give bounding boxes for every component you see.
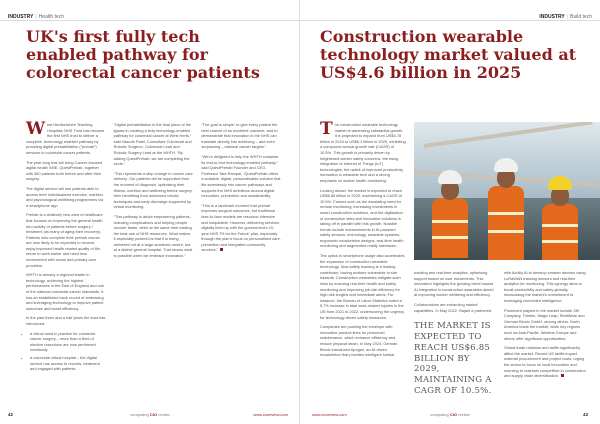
bullet-list <box>30 331 106 372</box>
list-item: • a colorectal virtual hospital – the digital service has access to records, treatment and engaged with patients <box>30 355 106 372</box>
lower-columns <box>414 270 586 397</box>
article-title: UK's first fully tech enabled pathway for colorectal cancer patients <box>26 27 260 82</box>
website-link[interactable]: www.cioreview.com <box>312 412 347 417</box>
page-number: 42 <box>8 412 14 417</box>
end-mark-icon <box>220 248 223 251</box>
body-column-2 <box>414 270 496 397</box>
left-page-footer <box>0 410 300 420</box>
paragraph: Prehab is a relatively new area of healthcare that focuses on improving the general health and activity of patients before surgery / treatment (as many of aging their recovery). Patients who complete their prehab course are now likely to be expected to recover, enjoy improved health related quality of life, return to work earlier and need less involvement with social and primary care providers. <box>26 212 103 268</box>
paragraph: “The goal is simple: to give every patient the best chance of an excellent outcome, and to demonstrate that innovation in the NHS can translate directly into achieving – and even surpassing – national cancer targets.” <box>201 122 278 150</box>
paragraph: “This represents a step change in cancer care delivery. Our patients will be supported from the moment of diagnosis, optimising their fitness, nutrition and wellbeing before surgery, then benefiting from advanced robotic techniques and early discharge supported by virtual monitoring. <box>113 170 193 210</box>
paragraph: “We’re delighted to help the WHTH complete its end-to-end technology-enabled pathway,” said QuestPrehab Founder and CEO, Professor Tara Rampal. “QuestPrehab offers a scalable, digital, personalisable solution that fits seamlessly into cancer pathways and supports the NHS ambitions around digital innovation, prevention and sustainability. <box>201 153 281 199</box>
paragraph: The digital service will see patients able to access their individualised exercise, nutrition and psychological wellbeing programmes via a smartphone app. <box>26 185 104 208</box>
drop-cap: W <box>26 119 46 139</box>
paragraph: Global trade relations and tariffs significantly affect the market. Recent US tariffs impact material procurement and project costs, urging the sector to focus on local innovation and sourcing to maintain competitive in construction and supply chain diversification. <box>504 345 586 379</box>
drop-cap: T <box>320 119 333 139</box>
paragraph: In the past three and a half years the trust has introduced: <box>26 315 106 326</box>
right-page-header: INDUSTRY | Build tech <box>300 13 600 21</box>
body-column-2 <box>114 122 194 376</box>
section-label: INDUSTRY <box>539 14 565 20</box>
paragraph: tracking and real-time analytics, optimising support based on user movements. This innovation highlights the growing trend toward AI integration in construction wearables aimed at improving worker wellbeing and efficiency. <box>414 270 494 298</box>
body-column-3 <box>504 270 586 397</box>
article-body <box>26 119 281 376</box>
body-column-3 <box>201 122 281 376</box>
list-item: • a virtual ward in practice for colorectal cancer surgery – more than a third of elective resections are now performed robotically <box>30 331 106 353</box>
paragraph: with Achilly AI to develop smarter devices using LoRaWAN tracking sensors and real-time analytics for monitoring. This synergy aims to boost productivity and safety globally, showcasing the market’s commitment to leveraging connected intelligence. <box>504 270 586 303</box>
paragraph: WHTH is already a regional leader in technology, achieving the highest performances in the East of England and one of the national colorectal cancer standards. It has an established track record of embracing and leveraging technology to improve patient outcomes and boost efficiency. <box>26 272 105 311</box>
paragraph: Collaborations are enhancing market capabilities. In May 2022, Rajant a partnered <box>414 301 492 313</box>
body-column-2-3 <box>414 122 586 396</box>
article-body <box>320 119 586 396</box>
right-page <box>300 0 600 424</box>
body-column-1 <box>26 119 106 376</box>
paragraph: The year-long trial will bring Cancer-focused digital health SME, QuestPrehab, together with 300 patients both before and after their surgery. <box>26 159 103 182</box>
paragraph: Companies are pushing the envelope with innovative product lines for personnel maintenance, which enhance efficiency and reduce physical strain. In May 2024, German Bionic introduced Apogee, an AI-driven exoskeleton that provides intelligent lumbar <box>320 324 398 358</box>
website-link[interactable]: www.cioreview.com <box>253 412 288 417</box>
page-number: 43 <box>582 412 588 417</box>
category-label: Build tech <box>570 14 592 20</box>
construction-workers-photo <box>414 122 600 260</box>
paragraph: “Digital prehabilitation in the final piece of the jigsaw in creating a truly technology-enabled pathway for colorectal cancer at West Herts,” said Vasudh Patel, Consultant Colorectal and Robotic Surgeon, Colorectal Lead and Robotic Surgery Lead at the WHTH. “By adding QuestPrehab, we are completing the circle.” <box>113 122 192 167</box>
paragraph: Prominent players in the market include 3M Company, Trimble, Magic Leap, RealWear and German Bionic GmbH, among others. North America leads the market, while key regions such as Asia-Pacific, Western Europe and others offer significant opportunities. <box>504 307 585 341</box>
category-label: Health tech <box>38 14 64 20</box>
section-label: INDUSTRY <box>8 14 34 20</box>
right-page-footer <box>300 410 600 420</box>
paragraph: The uptick in smartphone usage also accelerates the expansion of construction wearable technology. Now safety tracking is a leading contributor, having workers vulnerable to site hazards. Construction wearables mitigate such risks by ensuring real-time health and safety monitoring and improving job site efficiency for high-risk lengths and immediate alerts. For instance, the Bureau of Labor Statistics noted a 5.7% increase in fatal work-related injuries in the US from 2021 to 2022, underscoring the urgency for technology-driven safety measures. <box>320 253 405 320</box>
left-page-header: INDUSTRY | Health tech <box>0 13 300 21</box>
publication-name: computing CIO review <box>130 412 170 417</box>
paragraph: West Hertfordshire Teaching Hospitals NHS Trust has become the first NHS trust to deliver a complete, technology enabled pathway by providing digital prehabilitation (“prehab”) services to colorectal cancer patients. <box>26 119 105 155</box>
paragraph: “This pathway is about empowering patients, reducing complications and helping people recover faster, while at the same time making the best use of NHS resources. What makes it especially powerful is that it is being delivered not at a large academic centre, but at a district general hospital. That shows what is possible when we embrace innovation.” <box>113 213 193 259</box>
end-mark-icon <box>561 374 564 377</box>
worker-figure <box>488 158 524 260</box>
pull-quote: THE MARKET IS EXPECTED TO REACH US$6.85 BILLION BY 2029, MAINTAINING A CAGR OF 10.5%. <box>414 321 492 396</box>
paragraph: “This is a landmark moment that prehab improves surgical outcomes, but traditional face-to-face models are resource-intensive and inequitable. However, delivering services digitally lines up with the government’s 10-year NHS ‘Fit for the Future’ plan, especially through the plan’s focus on personalised care, prevention and integrated community services.” <box>201 202 281 253</box>
paragraph: Looking ahead, the market is expected to reach US$6.85 billion in 2029, maintaining a CAGR of 10.5%. Factors such as the escalating need for remote monitoring, increasing investments in smart construction solutions, and the digitisation of construction sites and innovative solutions is taking off in parallel with this growth. Notable trends include advancements in AI-powered safety sensors, technology, wearable systems, ergonomic exoskeleton designs, real-time health monitoring and augmented reality interfaces. <box>320 187 404 249</box>
article-title: Construction wearable technology market valued at US$4.6 billion in 2025 <box>320 27 577 82</box>
body-column-1 <box>320 119 406 362</box>
worker-figure <box>542 176 578 260</box>
worker-figure <box>432 170 468 260</box>
paragraph: The construction wearable technology market is witnessing substantial growth. It is projected to expand from US$4.78 billion in 2024 to US$6.1 billion in 2025, exhibiting a compound annual growth rate (CAGR) of 10.5%. This growth is primarily driven by heightened worker safety concerns, the rising integration of Internet of Things (IoT) technologies, the uptick of improved productivity, innovation in wearable tech and a strong emphasis on worker health monitoring. <box>320 119 406 183</box>
publication-name: computing CIO review <box>430 412 470 417</box>
